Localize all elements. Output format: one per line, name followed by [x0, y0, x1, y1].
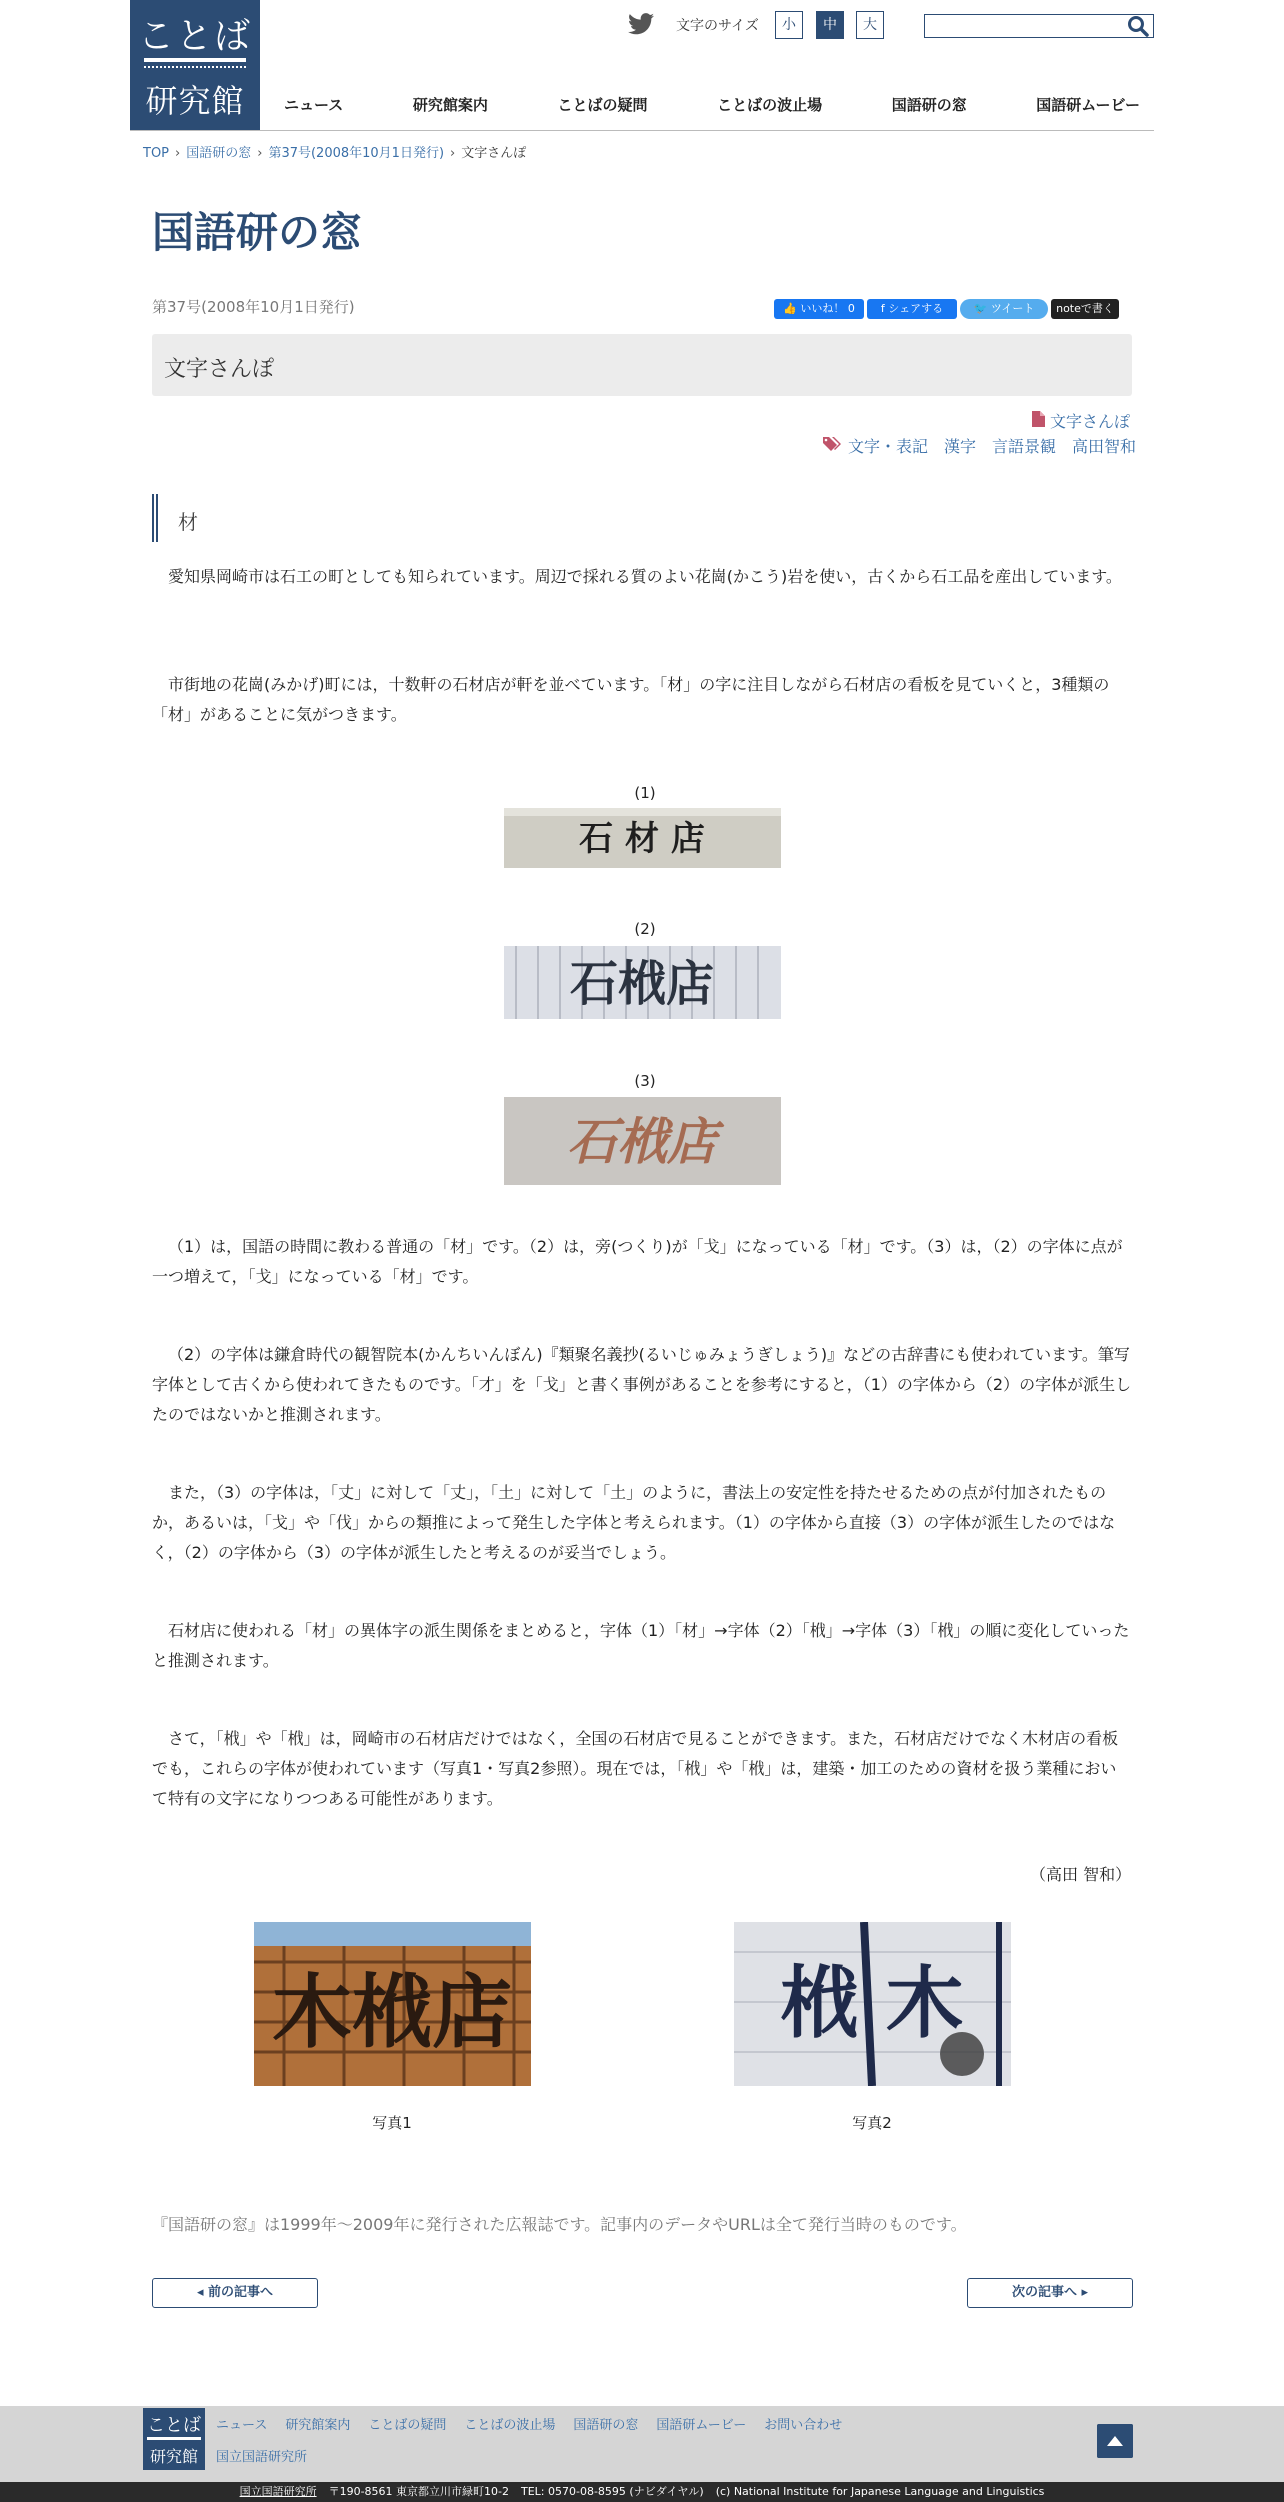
article-paragraph: （1）は，国語の時間に教わる普通の「材」です。（2）は，旁(つくり)が「戈」になっている「材」です。（3）は，（2）の字体に点が一つ増えて，「戈」になっている「材」です。 — [152, 1237, 1123, 1286]
article-heading: 文字さんぽ — [164, 357, 275, 382]
sign-text: 木栰店 — [272, 1966, 512, 2059]
article-paragraph: また，（3）の字体は，「丈」に対して「丈」，「土」に対して「土」のように，書法上の安定性を持たせるための点が付加されたものか，あるいは，「戈」や「伐」からの類推によって発生した字体と考えられます。（1）の字体から直接（3）の字体が派生したのではなく，（2）の字体から（3）の字体が派生したと考えるのが妥当でしょう。 — [152, 1483, 1116, 1562]
thumbs-up-icon: 👍 — [783, 302, 801, 315]
site-logo[interactable] — [130, 0, 260, 130]
footer-link[interactable]: ニュース — [216, 2418, 268, 2433]
footer-logo-divider — [147, 2437, 201, 2440]
font-size-large-button[interactable]: 大 — [856, 11, 884, 39]
nav-divider — [130, 130, 1154, 131]
tag-link[interactable]: 漢字 — [944, 437, 977, 456]
photo-caption: 写真2 — [852, 2114, 892, 2132]
photo-2 — [734, 1922, 1011, 2086]
figure-caption: (1) — [634, 784, 656, 802]
breadcrumb-issue[interactable]: 第37号(2008年10月1日発行) — [268, 146, 445, 161]
footer-logo-top: ことば — [147, 2415, 201, 2436]
figure-image-3 — [504, 1097, 781, 1185]
logo-top-text: ことば — [137, 16, 252, 57]
note-button[interactable]: noteで書く — [1051, 299, 1119, 319]
breadcrumb — [143, 142, 526, 161]
logo-divider — [144, 58, 246, 68]
copyright: (c) National Institute for Japanese Language and Linguistics — [715, 2485, 1045, 2498]
facebook-like-button[interactable]: 👍 いいね！ 0 — [774, 299, 864, 319]
nav-item-questions[interactable]: ことばの疑問 — [557, 96, 648, 114]
nav-item-hatoba[interactable]: ことばの波止場 — [717, 96, 823, 114]
chevron-right-icon: › — [175, 146, 181, 161]
publication-note: 『国語研の窓』は1999年～2009年に発行された広報誌です。記事内のデータやURLは全て発行当時のものです。 — [152, 2215, 967, 2234]
figure-image-2 — [504, 946, 781, 1019]
nav-item-news[interactable]: ニュース — [284, 96, 344, 114]
footer-ninjal-link[interactable]: 国立国語研究所 — [216, 2450, 308, 2465]
twitter-icon[interactable] — [628, 12, 654, 36]
nav-item-movie[interactable]: 国語研ムービー — [1036, 96, 1140, 114]
tag-list — [848, 434, 1136, 457]
sign-text: 石栰店 — [567, 1112, 717, 1171]
sign-text: 栰 木 — [780, 1959, 964, 2049]
footer-link[interactable]: 国語研ムービー — [656, 2418, 747, 2433]
footer-nav — [216, 2414, 842, 2433]
footer-link[interactable]: お問い合わせ — [764, 2418, 843, 2433]
category-link[interactable]: 文字さんぽ — [1050, 412, 1131, 431]
telephone: TEL: 0570-08-8595 (ナビダイヤル) — [521, 2485, 704, 2498]
next-article-button[interactable]: 次の記事へ ▸ — [967, 2278, 1133, 2308]
article-paragraph: 市街地の花崗(みかげ)町には，十数軒の石材店が軒を並べています。「材」の字に注目しながら石材店の看板を見ていくと，3種類の「材」があることに気がつきます。 — [152, 675, 1110, 724]
nav-item-about[interactable]: 研究館案内 — [412, 96, 488, 114]
arrow-right-icon: ▸ — [1076, 2285, 1089, 2300]
arrow-left-icon: ◂ — [196, 2285, 209, 2300]
footer-link[interactable]: 国語研の窓 — [573, 2418, 639, 2433]
org-link[interactable]: 国立国語研究所 — [239, 2485, 317, 2498]
font-size-small-button[interactable]: 小 — [775, 11, 803, 39]
tag-link[interactable]: 言語景観 — [992, 437, 1057, 456]
twitter-bird-icon: 🐦 — [973, 302, 991, 315]
footer-logo-bottom: 研究館 — [149, 2447, 198, 2466]
global-nav — [270, 82, 1154, 122]
chevron-right-icon: › — [450, 146, 456, 161]
footer-link[interactable]: 研究館案内 — [285, 2418, 351, 2433]
article-paragraph: さて，「栰」や「栰」は，岡崎市の石材店だけではなく，全国の石材店で見ることができます。また，石材店だけでなく木材店の看板でも，これらの字体が使われています（写真1・写真2参照）。現在では，「栰」や「栰」は，建築・加工のための資材を扱う業種において特有の文字になりつつある可能性があります。 — [152, 1729, 1119, 1808]
footer-bottom-bar — [0, 2482, 1284, 2502]
article-paragraph: （2）の字体は鎌倉時代の観智院本(かんちいんぼん)『類聚名義抄(るいじゅみょうぎしょう)』などの古辞書にも使われています。筆写字体として古くから使われてきたものです。「才」を「戈」と書く事例があることを参考にすると，（1）の字体から（2）の字体が派生したのではないかと推測されます。 — [152, 1345, 1132, 1424]
tag-link[interactable]: 文字・表記 — [848, 437, 929, 456]
nav-item-mado[interactable]: 国語研の窓 — [891, 96, 967, 114]
breadcrumb-mado[interactable]: 国語研の窓 — [186, 146, 252, 161]
sign-text: 石栰店 — [569, 956, 715, 1012]
back-to-top-button[interactable] — [1097, 2424, 1133, 2458]
author-signature: （高田 智和） — [1030, 1865, 1132, 1884]
tag-link[interactable]: 高田智和 — [1072, 437, 1137, 456]
figure-image-1 — [504, 808, 781, 868]
search-icon[interactable] — [1126, 14, 1150, 38]
tags-icon — [823, 436, 841, 452]
article-paragraph: 石材店に使われる「材」の異体字の派生関係をまとめると，字体（1）「材」→字体（2）「栰」→字体（3）「栰」の順に変化していったと推測されます。 — [152, 1621, 1130, 1670]
article-paragraph: 愛知県岡崎市は石工の町としても知られています。周辺で採れる質のよい花崗(かこう)岩を使い，古くから石工品を産出しています。 — [168, 567, 1122, 586]
document-icon — [1032, 411, 1045, 427]
breadcrumb-top[interactable]: TOP — [143, 146, 170, 161]
logo-bottom-text: 研究館 — [145, 82, 245, 120]
footer-logo[interactable] — [143, 2408, 205, 2470]
figure-caption: (3) — [634, 1072, 656, 1090]
chevron-right-icon: › — [257, 146, 263, 161]
tweet-button[interactable]: 🐦 ツイート — [960, 299, 1048, 319]
breadcrumb-current: 文字さんぽ — [461, 146, 527, 161]
prev-article-button[interactable]: ◂ 前の記事へ — [152, 2278, 318, 2308]
section-title: 材 — [178, 510, 198, 534]
issue-label: 第37号(2008年10月1日発行) — [152, 298, 355, 316]
article-heading-box — [152, 334, 1132, 396]
footer-link[interactable]: ことばの疑問 — [368, 2418, 447, 2433]
search-input[interactable] — [924, 14, 1154, 38]
font-size-label: 文字のサイズ — [676, 18, 759, 34]
font-size-medium-button[interactable]: 中 — [816, 11, 844, 39]
section-marker — [152, 494, 158, 542]
photo-caption: 写真1 — [372, 2114, 412, 2132]
address: 〒190-8561 東京都立川市緑町10-2 — [328, 2485, 509, 2498]
sign-text: 石 材 店 — [579, 819, 705, 859]
facebook-share-button[interactable]: f シェアする — [867, 299, 957, 319]
photo-1 — [254, 1922, 531, 2086]
facebook-icon: f — [880, 302, 889, 315]
page-title: 国語研の窓 — [152, 208, 363, 257]
footer-link[interactable]: ことばの波止場 — [464, 2418, 556, 2433]
figure-caption: (2) — [634, 920, 656, 938]
